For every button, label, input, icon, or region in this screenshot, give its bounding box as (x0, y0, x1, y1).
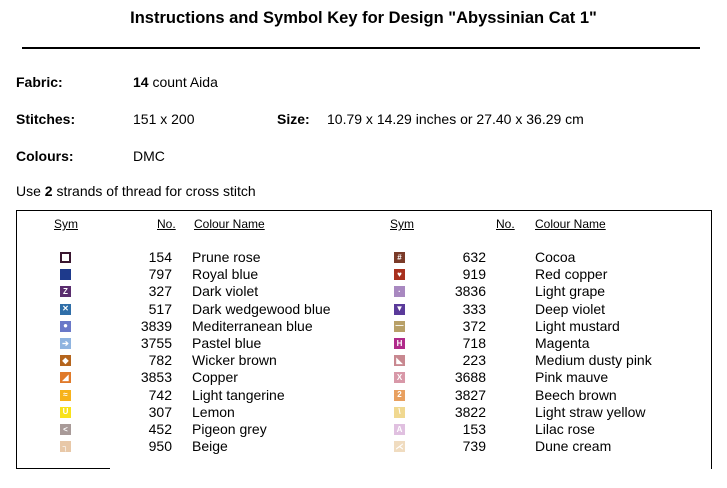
header-no-right: No. (496, 217, 515, 231)
symbol-swatch-icon: Z (60, 286, 71, 297)
dmc-number: 3755 (140, 335, 172, 351)
dmc-number: 632 (462, 249, 486, 265)
symbol-swatch-icon: < (60, 424, 71, 435)
header-no-left: No. (157, 217, 176, 231)
dmc-number: 223 (462, 352, 486, 369)
dmc-number: 333 (462, 300, 486, 317)
dmc-number: 154 (148, 249, 172, 265)
fabric-count: 14 (133, 74, 149, 90)
symbol-swatch-icon: 2 (394, 390, 405, 401)
dmc-number: 452 (148, 421, 172, 437)
colour-name: Prune rose (192, 249, 261, 265)
colour-name: Deep violet (535, 300, 606, 317)
symbol-swatch-icon: ✕ (60, 304, 71, 315)
strands-pre: Use (16, 183, 45, 199)
symbol-swatch-icon: U (60, 407, 71, 418)
colour-name: Pink mauve (535, 369, 609, 386)
header-name-right: Colour Name (535, 217, 606, 231)
dmc-number: 797 (148, 266, 172, 283)
symbol-swatch-icon: ⋌ (395, 441, 404, 451)
symbol-swatch-icon: # (394, 252, 405, 263)
symbol-swatch-icon: · (394, 286, 405, 297)
dmc-number: 782 (148, 352, 172, 369)
colour-name: Dark violet (192, 283, 259, 300)
strands-post: strands of thread for cross stitch (52, 183, 256, 199)
colour-name: Light grape (535, 283, 606, 300)
colour-name: Dune cream (535, 438, 612, 455)
dmc-number: 739 (462, 438, 486, 455)
dmc-number: 327 (148, 283, 172, 300)
symbol-swatch-icon: H (394, 338, 405, 349)
dmc-number: 3839 (140, 317, 172, 334)
colour-name: Pastel blue (192, 335, 262, 351)
title-rule (22, 47, 700, 49)
colours-value: DMC (133, 148, 165, 164)
fabric-type: count Aida (148, 74, 218, 90)
symbol-swatch-icon (60, 252, 71, 263)
symbol-swatch-icon (60, 269, 71, 280)
colour-name: Wicker brown (192, 352, 277, 369)
dmc-number: 3836 (454, 283, 486, 300)
table-bottom-rule (16, 468, 110, 469)
symbol-swatch-icon: ➔ (60, 338, 71, 349)
dmc-number: 742 (148, 386, 172, 403)
symbol-swatch-icon: ▼ (395, 304, 404, 314)
colour-name: Mediterranean blue (192, 317, 313, 334)
size-value: 10.79 x 14.29 inches or 27.40 x 36.29 cm (327, 111, 584, 127)
stitches-value: 151 x 200 (133, 111, 195, 127)
fabric-label: Fabric: (16, 74, 63, 90)
dmc-number: 307 (148, 403, 172, 420)
symbol-swatch-icon: A (394, 424, 405, 435)
dmc-number: 517 (148, 300, 172, 317)
colour-name: Light straw yellow (535, 403, 646, 420)
dmc-number: 919 (462, 266, 486, 283)
colour-name: Dark wedgewood blue (192, 300, 331, 317)
symbol-swatch-icon: ┐ (60, 441, 71, 452)
colour-name: Medium dusty pink (535, 352, 652, 369)
dmc-number: 3853 (140, 369, 172, 386)
page-title: Instructions and Symbol Key for Design "Abyssinian Cat 1" (130, 9, 597, 27)
colour-name: Beige (192, 438, 228, 455)
colour-name: Pigeon grey (192, 421, 267, 437)
colour-name: Lemon (192, 403, 235, 420)
dmc-number: 3827 (454, 386, 486, 403)
colour-name: Magenta (535, 335, 590, 351)
strands-count: 2 (44, 183, 53, 199)
dmc-number: 153 (462, 421, 486, 437)
dmc-number: 950 (148, 438, 172, 455)
colour-name: Red copper (535, 266, 608, 283)
colour-name: Cocoa (535, 249, 576, 265)
colours-label: Colours: (16, 148, 74, 164)
header-sym-left: Sym (54, 217, 78, 231)
strands-instruction (16, 183, 256, 199)
colour-name: Light mustard (535, 317, 620, 334)
symbol-swatch-icon: — (395, 321, 404, 331)
dmc-number: 3688 (454, 369, 486, 386)
symbol-swatch-icon: ● (60, 321, 71, 332)
header-sym-right: Sym (390, 217, 414, 231)
fabric-value (133, 74, 218, 90)
stitches-label: Stitches: (16, 111, 76, 127)
symbol-swatch-icon: ◣ (394, 355, 405, 366)
dmc-number: 3822 (454, 403, 486, 420)
colour-name: Royal blue (192, 266, 259, 283)
size-label: Size: (277, 111, 310, 127)
colour-name: Copper (192, 369, 238, 386)
symbol-swatch-icon: ≈ (60, 390, 71, 401)
colour-name: Beech brown (535, 386, 617, 403)
symbol-swatch-icon: X (394, 372, 405, 383)
symbol-swatch-icon: ♥ (394, 269, 405, 280)
symbol-swatch-icon: ◢ (60, 372, 71, 383)
dmc-number: 718 (462, 335, 486, 351)
symbol-swatch-icon: ◆ (60, 355, 71, 366)
header-name-left: Colour Name (194, 217, 265, 231)
colour-name: Lilac rose (535, 421, 595, 437)
symbol-swatch-icon: \ (394, 407, 405, 418)
dmc-number: 372 (462, 317, 486, 334)
colour-name: Light tangerine (192, 386, 285, 403)
